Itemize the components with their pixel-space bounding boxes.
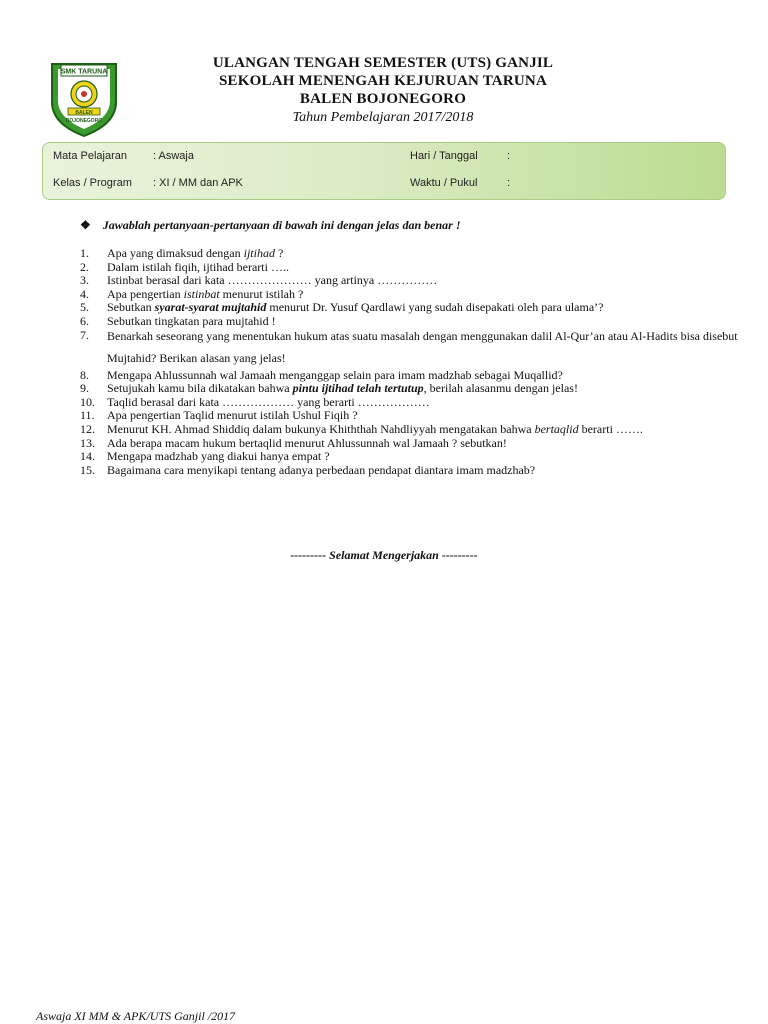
question-text: Dalam istilah fiqih, ijtihad berarti ….. bbox=[107, 259, 289, 274]
question-item bbox=[80, 261, 740, 275]
question-item bbox=[80, 301, 740, 315]
question-text: Mengapa madzhab yang diakui hanya empat ? bbox=[107, 449, 330, 464]
question-text: Apa pengertian Taqlid menurut istilah Ushul Fiqih ? bbox=[107, 408, 358, 423]
question-number: 10. bbox=[80, 394, 95, 409]
question-number: 5. bbox=[80, 300, 89, 315]
question-text: Ada berapa macam hukum bertaqlid menurut Ahlussunnah wal Jamaah ? sebutkan! bbox=[107, 435, 507, 450]
question-item bbox=[80, 329, 740, 369]
day-value: : bbox=[507, 150, 511, 162]
time-value: : bbox=[507, 177, 511, 189]
exam-info-box bbox=[42, 142, 726, 200]
question-number: 11. bbox=[80, 408, 95, 423]
question-number: 9. bbox=[80, 381, 89, 396]
question-text: Benarkah seseorang yang menentukan hukum atas suatu masalah dengan menggunakan dalil Al-Qur’an atau Al-Hadits bisa disebut Mujtahid? Berikan alasan yang jelas! bbox=[107, 328, 738, 365]
question-number: 8. bbox=[80, 367, 89, 382]
instruction-text: Jawablah pertanyaan-pertanyaan di bawah ini dengan jelas dan benar ! bbox=[102, 218, 461, 232]
question-text: Sebutkan tingkatan para mujtahid ! bbox=[107, 313, 276, 328]
question-number: 3. bbox=[80, 273, 89, 288]
question-text: Mengapa Ahlussunnah wal Jamaah menganggap selain para imam madzhab sebagai Muqallid? bbox=[107, 367, 563, 382]
header-location: BALEN BOJONEGORO bbox=[299, 91, 467, 107]
header-academic-year: Tahun Pembelajaran 2017/2018 bbox=[292, 110, 474, 125]
question-item bbox=[80, 450, 740, 464]
question-item bbox=[80, 382, 740, 396]
question-item bbox=[80, 396, 740, 410]
logo-middle-text: BALEN bbox=[75, 109, 93, 116]
question-text: Apa pengertian istinbat menurut istilah ? bbox=[107, 286, 304, 301]
diamond-bullet-icon: ❖ bbox=[80, 218, 91, 232]
question-item bbox=[80, 369, 740, 383]
question-item bbox=[80, 247, 740, 261]
class-value: : XI / MM dan APK bbox=[153, 177, 243, 189]
question-text: Sebutkan syarat-syarat mujtahid menurut Dr. Yusuf Qardlawi yang sudah disepakati oleh para ulama’? bbox=[107, 300, 604, 315]
question-number: 13. bbox=[80, 435, 95, 450]
class-label: Kelas / Program bbox=[53, 177, 132, 189]
document-header bbox=[150, 54, 616, 127]
question-number: 14. bbox=[80, 449, 95, 464]
question-item bbox=[80, 409, 740, 423]
question-item bbox=[80, 437, 740, 451]
question-item bbox=[80, 274, 740, 288]
question-number: 1. bbox=[80, 246, 89, 260]
logo-top-text: SMK TARUNA bbox=[60, 68, 108, 76]
closing-message: --------- Selamat Mengerjakan --------- bbox=[290, 548, 478, 562]
time-label: Waktu / Pukul bbox=[410, 177, 478, 189]
instruction bbox=[80, 218, 461, 233]
question-text: Menurut KH. Ahmad Shiddiq dalam bukunya Khiththah Nahdliyyah mengatakan bahwa bertaqlid berarti ……. bbox=[107, 421, 643, 436]
header-school: SEKOLAH MENENGAH KEJURUAN TARUNA bbox=[219, 73, 547, 89]
question-text: Taqlid berasal dari kata ……………… yang berarti ……………… bbox=[107, 394, 430, 409]
page-footer: Aswaja XI MM & APK/UTS Ganjil /2017 bbox=[36, 1009, 236, 1023]
question-item bbox=[80, 423, 740, 437]
question-number: 15. bbox=[80, 462, 95, 477]
day-label: Hari / Tanggal bbox=[410, 150, 478, 162]
question-number: 12. bbox=[80, 421, 95, 436]
question-number: 6. bbox=[80, 313, 89, 328]
question-list bbox=[80, 247, 740, 477]
question-text: Istinbat berasal dari kata ………………… yang artinya …………… bbox=[107, 273, 438, 288]
header-title: ULANGAN TENGAH SEMESTER (UTS) GANJIL bbox=[212, 55, 554, 71]
question-item bbox=[80, 464, 740, 478]
question-number: 4. bbox=[80, 286, 89, 301]
subject-label: Mata Pelajaran bbox=[53, 150, 127, 162]
question-text: Setujukah kamu bila dikatakan bahwa pintu ijtihad telah tertutup, berilah alasanmu dengan jelas! bbox=[107, 381, 578, 396]
subject-value: : Aswaja bbox=[153, 150, 194, 162]
school-logo bbox=[48, 58, 120, 138]
question-text: Bagaimana cara menyikapi tentang adanya perbedaan pendapat diantara imam madzhab? bbox=[107, 462, 536, 477]
question-item bbox=[80, 288, 740, 302]
question-number: 2. bbox=[80, 259, 89, 274]
question-text: Apa yang dimaksud dengan ijtihad ? bbox=[107, 246, 284, 260]
question-number: 7. bbox=[80, 327, 89, 342]
logo-bottom-text: BOJONEGORO bbox=[65, 118, 103, 124]
